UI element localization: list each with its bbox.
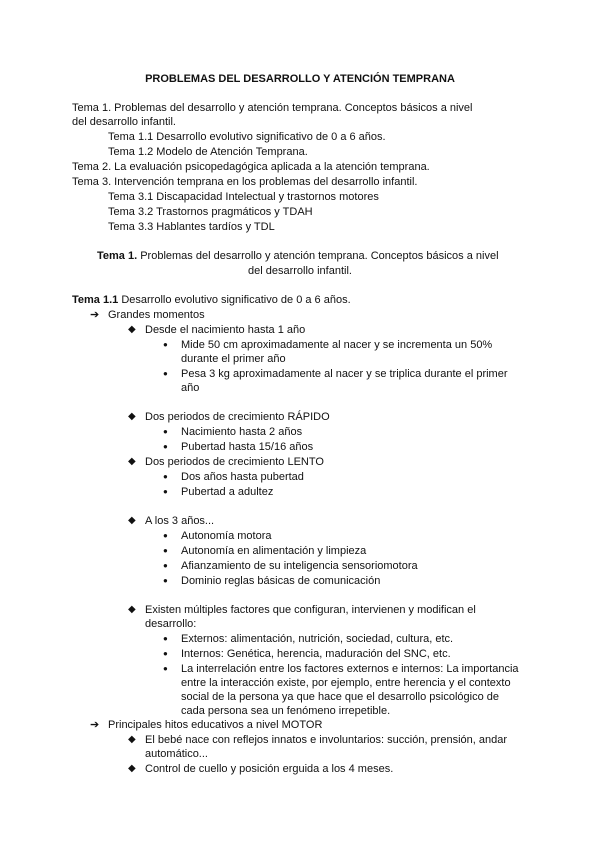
list-item-interrelacion-3: social de la persona ya que hace que el desarrollo psicológico de — [181, 691, 499, 703]
section-heading-cont: del desarrollo infantil. — [248, 265, 352, 277]
list-item-pesa: Pesa 3 kg aproximadamente al nacer y se triplica durante el primer — [181, 368, 508, 380]
dot-bullet-icon: ● — [163, 649, 168, 658]
dot-bullet-icon: ● — [163, 576, 168, 585]
list-item-interrelacion-2: entre la interacción existe, por ejemplo, entre herencia y el contexto — [181, 677, 511, 689]
list-item-cuello: Control de cuello y posición erguida a los 4 meses. — [145, 763, 394, 775]
list-item-internos: Internos: Genética, herencia, maduración del SNC, etc. — [181, 648, 451, 660]
list-item-rapido: Dos periodos de crecimiento RÁPIDO — [145, 411, 330, 423]
diamond-bullet-icon: ◆ — [128, 515, 136, 526]
diamond-bullet-icon: ◆ — [128, 604, 136, 615]
toc-tema-3-1: Tema 3.1 Discapacidad Intelectual y trastornos motores — [108, 191, 379, 203]
toc-tema-2: Tema 2. La evaluación psicopedagógica aplicada a la atención temprana. — [72, 161, 430, 173]
list-item-bebe: El bebé nace con reflejos innatos e involuntarios: succión, prensión, andar — [145, 734, 508, 746]
dot-bullet-icon: ● — [163, 546, 168, 555]
list-item-hitos: Principales hitos educativos a nivel MOTOR — [108, 719, 323, 731]
list-item-grandes: Grandes momentos — [108, 309, 205, 321]
dot-bullet-icon: ● — [163, 561, 168, 570]
list-item-rapido-2: Pubertad hasta 15/16 años — [181, 441, 314, 453]
list-item-pesa-cont: año — [181, 382, 200, 394]
dot-bullet-icon: ● — [163, 531, 168, 540]
subsection-label: Tema 1.1 — [72, 294, 119, 306]
list-item-factores: Existen múltiples factores que configuran, intervienen y modifican el — [145, 604, 476, 616]
toc-tema-1-1: Tema 1.1 Desarrollo evolutivo significativo de 0 a 6 años. — [108, 131, 386, 143]
dot-bullet-icon: ● — [163, 472, 168, 481]
list-item-lento-1: Dos años hasta pubertad — [181, 471, 304, 483]
subsection-text: Desarrollo evolutivo significativo de 0 a 6 años. — [118, 294, 351, 306]
toc-tema-1-2: Tema 1.2 Modelo de Atención Temprana. — [108, 146, 308, 158]
list-item-tres-1: Autonomía motora — [181, 530, 272, 542]
list-item-tres-2: Autonomía en alimentación y limpieza — [181, 545, 367, 557]
list-item-interrelacion: La interrelación entre los factores externos e internos: La importancia — [181, 663, 519, 675]
diamond-bullet-icon: ◆ — [128, 734, 136, 745]
toc-tema-3: Tema 3. Intervención temprana en los problemas del desarrollo infantil. — [72, 176, 418, 188]
dot-bullet-icon: ● — [163, 369, 168, 378]
dot-bullet-icon: ● — [163, 487, 168, 496]
list-item-interrelacion-4: cada persona sea un fenómeno irrepetible. — [181, 705, 391, 717]
list-item-tres: A los 3 años... — [145, 515, 215, 527]
diamond-bullet-icon: ◆ — [128, 411, 136, 422]
arrow-bullet-icon: ➔ — [90, 309, 100, 321]
list-item-tres-3: Afianzamiento de su inteligencia sensoriomotora — [181, 560, 418, 572]
diamond-bullet-icon: ◆ — [128, 763, 136, 774]
diamond-bullet-icon: ◆ — [128, 324, 136, 335]
list-item-rapido-1: Nacimiento hasta 2 años — [181, 426, 303, 438]
toc-tema-3-3: Tema 3.3 Hablantes tardíos y TDL — [108, 221, 275, 233]
list-item-nacimiento: Desde el nacimiento hasta 1 año — [145, 324, 306, 336]
document-title: PROBLEMAS DEL DESARROLLO Y ATENCIÓN TEMPRANA — [145, 73, 455, 85]
dot-bullet-icon: ● — [163, 340, 168, 349]
toc-tema-3-2: Tema 3.2 Trastornos pragmáticos y TDAH — [108, 206, 313, 218]
section-label: Tema 1. — [97, 250, 138, 262]
dot-bullet-icon: ● — [163, 634, 168, 643]
dot-bullet-icon: ● — [163, 664, 168, 673]
list-item-bebe-cont: automático... — [145, 748, 208, 760]
list-item-mide-cont: durante el primer año — [181, 353, 286, 365]
dot-bullet-icon: ● — [163, 427, 168, 436]
list-item-factores-cont: desarrollo: — [145, 618, 197, 630]
list-item-lento-2: Pubertad a adultez — [181, 486, 274, 498]
section-heading — [97, 249, 499, 263]
diamond-bullet-icon: ◆ — [128, 456, 136, 467]
toc-tema-1-cont: del desarrollo infantil. — [72, 116, 176, 128]
subsection-heading — [72, 293, 351, 307]
list-item-externos: Externos: alimentación, nutrición, sociedad, cultura, etc. — [181, 633, 454, 645]
toc-tema-1: Tema 1. Problemas del desarrollo y atención temprana. Conceptos básicos a nivel — [72, 102, 473, 114]
list-item-tres-4: Dominio reglas básicas de comunicación — [181, 575, 381, 587]
section-heading-text: Problemas del desarrollo y atención temprana. Conceptos básicos a nivel — [137, 250, 499, 262]
list-item-lento: Dos periodos de crecimiento LENTO — [145, 456, 324, 468]
list-item-mide: Mide 50 cm aproximadamente al nacer y se incrementa un 50% — [181, 339, 493, 351]
arrow-bullet-icon: ➔ — [90, 719, 100, 731]
dot-bullet-icon: ● — [163, 442, 168, 451]
